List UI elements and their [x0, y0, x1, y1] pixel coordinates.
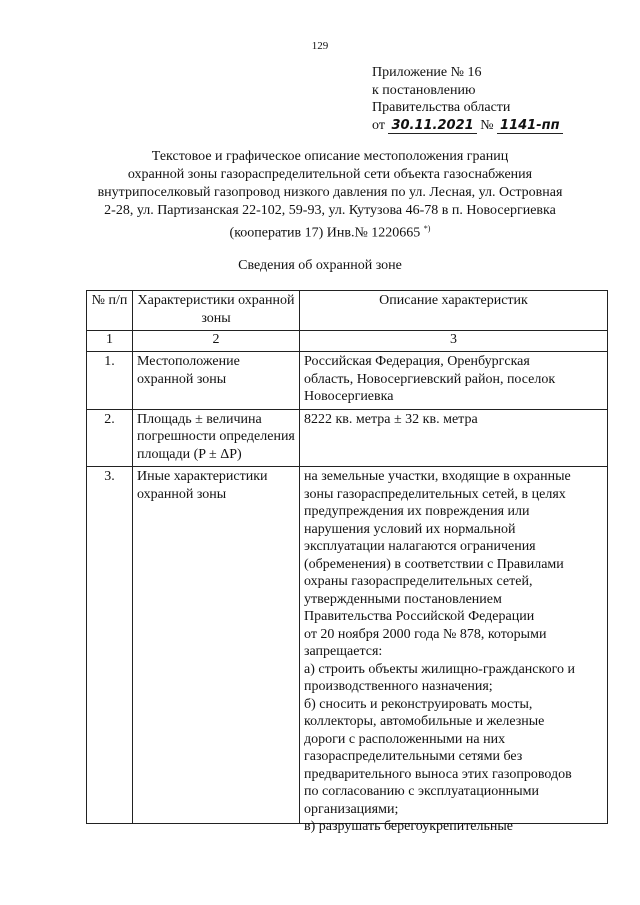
desc-line: эксплуатации налагаются ограничения: [304, 539, 536, 554]
row-description: [300, 352, 608, 410]
title-line: внутрипоселковый газопровод низкого давления по ул. Лесная, ул. Островная: [97, 185, 563, 200]
row-description: [300, 467, 608, 834]
index-cell: 3: [300, 331, 608, 352]
row-num: 3.: [87, 467, 133, 824]
section-heading: Сведения об охранной зоне: [238, 258, 402, 273]
appendix-date-line: [372, 117, 563, 135]
desc-line: предварительного выноса этих газопроводов: [304, 766, 572, 782]
desc-line: от 20 ноября 2000 года № 878, которыми: [304, 626, 547, 642]
appendix-line: Правительства области: [372, 100, 511, 115]
desc-line: (обременения) в соответствии с Правилами: [304, 556, 564, 572]
desc-line: газораспределительными сетями без: [304, 749, 523, 764]
desc-line: б) сносить и реконструировать мосты,: [304, 696, 533, 712]
desc-line: а) строить объекты жилищно-гражданского и: [304, 661, 575, 677]
row-num: 1.: [87, 352, 133, 410]
desc-line: организациями;: [304, 801, 399, 817]
row-characteristic: Площадь ± величина погрешности определения площади (P ± ΔP): [133, 409, 300, 467]
date-prefix: от: [372, 117, 385, 133]
desc-line: нарушения условий их нормальной: [304, 521, 516, 537]
table-row: [87, 352, 608, 410]
desc-line: производственного назначения;: [304, 679, 493, 694]
title-line: Текстовое и графическое описание местоположения границ: [151, 149, 509, 164]
header-characteristic: Характеристики охранной зоны: [133, 291, 300, 331]
desc-line: область, Новосергиевский район, поселок: [304, 371, 556, 387]
row-characteristic: Иные характеристики охранной зоны: [133, 467, 300, 824]
header-description: Описание характеристик: [300, 291, 608, 331]
number-prefix: №: [480, 117, 494, 133]
handwritten-date: 30.11.2021: [388, 119, 476, 134]
appendix-line: к постановлению: [372, 82, 476, 98]
desc-line: предупреждения их повреждения или: [304, 504, 530, 519]
desc-line: в) разрушать берегоукрепительные: [304, 819, 514, 834]
desc-line: по согласованию с эксплуатационными: [304, 784, 539, 799]
desc-line: охраны газораспределительных сетей,: [304, 574, 533, 589]
title-line: 2-28, ул. Партизанская 22-102, 59-93, ул. Кутузова 46-78 в п. Новосергиевка: [104, 203, 556, 218]
desc-line: на земельные участки, входящие в охранные: [304, 469, 571, 484]
appendix-block: [372, 64, 563, 134]
table-header-row: [87, 291, 608, 331]
row-num: 2.: [87, 409, 133, 467]
title-line-last: [70, 220, 590, 243]
desc-line: Российская Федерация, Оренбургская: [304, 354, 530, 369]
table-row: [87, 409, 608, 467]
title-line: охранной зоны газораспределительной сети объекта газоснабжения: [127, 167, 533, 182]
desc-line: дороги с расположенными на них: [304, 731, 506, 747]
table-row: [87, 467, 608, 824]
desc-line: 8222 кв. метра ± 32 кв. метра: [304, 411, 478, 427]
table-index-row: [87, 331, 608, 352]
desc-line: запрещается:: [304, 644, 383, 659]
index-cell: 1: [87, 331, 133, 352]
appendix-line: Приложение № 16: [372, 65, 482, 80]
header-num: № п/п: [87, 291, 133, 331]
footnote-mark: *): [423, 224, 431, 233]
desc-line: утвержденными постановлением: [304, 591, 502, 607]
row-description-lines: [304, 468, 603, 834]
desc-line: зоны газораспределительных сетей, в целях: [304, 486, 566, 502]
document-title: [70, 148, 590, 243]
desc-line: коллекторы, автомобильные и железные: [304, 714, 545, 729]
desc-line: Правительства Российской Федерации: [304, 609, 535, 624]
page-number: 129: [311, 40, 329, 52]
row-characteristic: Местоположение охранной зоны: [133, 352, 300, 410]
index-cell: 2: [133, 331, 300, 352]
zone-info-table: [86, 290, 608, 834]
desc-line: Новосергиевка: [304, 389, 394, 404]
handwritten-number: 1141-пп: [497, 119, 563, 134]
title-line: (кооператив 17) Инв.№ 1220665: [229, 225, 421, 241]
row-description: [300, 409, 608, 467]
